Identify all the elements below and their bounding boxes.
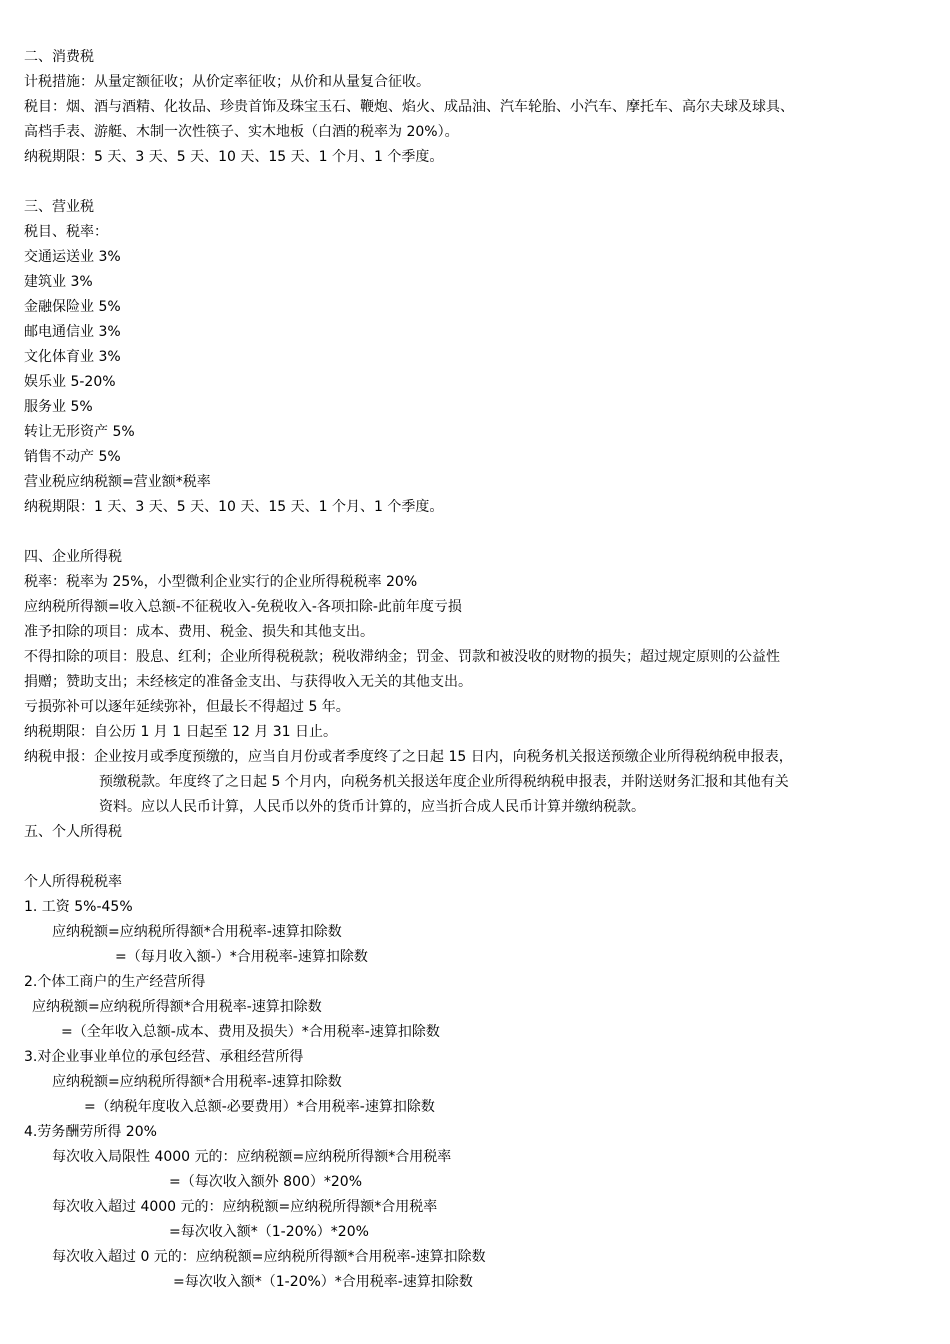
formula-line: 每次收入超过 4000 元的：应纳税额=应纳税所得额*合用税率 xyxy=(52,1199,438,1215)
text-line: 纳税期限：1 天、3 天、5 天、10 天、15 天、1 个月、1 个季度。 xyxy=(24,499,444,515)
text-line: 建筑业 3% xyxy=(24,274,93,290)
formula-line: =（每次收入额外 800）*20% xyxy=(169,1174,363,1190)
formula-line: =（全年收入总额-成本、费用及损失）*合用税率-速算扣除数 xyxy=(61,1024,440,1040)
formula-line: =每次收入额*（1-20%）*合用税率-速算扣除数 xyxy=(173,1274,473,1290)
text-line: 资料。应以人民币计算，人民币以外的货币计算的，应当折合成人民币计算并缴纳税款。 xyxy=(99,799,645,815)
text-line: 转让无形资产 5% xyxy=(24,424,135,440)
text-line: 销售不动产 5% xyxy=(24,449,121,465)
list-item: 2.个体工商户的生产经营所得 xyxy=(24,974,206,990)
text-line: 纳税期限：自公历 1 月 1 日起至 12 月 31 日止。 xyxy=(24,724,338,740)
text-line: 邮电通信业 3% xyxy=(24,324,121,340)
formula-line: =（纳税年度收入总额-必要费用）*合用税率-速算扣除数 xyxy=(84,1099,435,1115)
formula-line: =（每月收入额-）*合用税率-速算扣除数 xyxy=(115,949,368,965)
section-heading-consumption-tax: 二、消费税 xyxy=(24,49,94,65)
text-line: 文化体育业 3% xyxy=(24,349,121,365)
text-line: 娱乐业 5-20% xyxy=(24,374,116,390)
text-line: 纳税期限：5 天、3 天、5 天、10 天、15 天、1 个月、1 个季度。 xyxy=(24,149,444,165)
section-heading-personal-income-tax: 五、个人所得税 xyxy=(24,824,122,840)
formula-line: 应纳税额=应纳税所得额*合用税率-速算扣除数 xyxy=(52,924,342,940)
section-heading-corporate-income-tax: 四、企业所得税 xyxy=(24,549,122,565)
formula-line: 应纳税额=应纳税所得额*合用税率-速算扣除数 xyxy=(32,999,322,1015)
list-item: 3.对企业事业单位的承包经营、承租经营所得 xyxy=(24,1049,304,1065)
text-line: 税目、税率： xyxy=(24,224,108,240)
list-item: 4.劳务酬劳所得 20% xyxy=(24,1124,157,1140)
text-line: 纳税申报：企业按月或季度预缴的，应当自月份或者季度终了之日起 15 日内，向税务机关报送预缴企业所得税纳税申报表， xyxy=(24,749,793,765)
text-line: 捐赠；赞助支出；未经核定的准备金支出、与获得收入无关的其他支出。 xyxy=(24,674,472,690)
text-line: 应纳税所得额=收入总额-不征税收入-免税收入-各项扣除-此前年度亏损 xyxy=(24,599,462,615)
text-line: 预缴税款。年度终了之日起 5 个月内，向税务机关报送年度企业所得税纳税申报表，并附送财务汇报和其他有关 xyxy=(99,774,789,790)
text-line: 金融保险业 5% xyxy=(24,299,121,315)
formula-line: 每次收入局限性 4000 元的：应纳税额=应纳税所得额*合用税率 xyxy=(52,1149,452,1165)
formula-line: 每次收入超过 0 元的：应纳税额=应纳税所得额*合用税率-速算扣除数 xyxy=(52,1249,486,1265)
text-line: 服务业 5% xyxy=(24,399,93,415)
text-line: 营业税应纳税额=营业额*税率 xyxy=(24,474,211,490)
formula-line: 应纳税额=应纳税所得额*合用税率-速算扣除数 xyxy=(52,1074,342,1090)
text-line: 个人所得税税率 xyxy=(24,874,122,890)
text-line: 税率：税率为 25%，小型微利企业实行的企业所得税税率 20% xyxy=(24,574,418,590)
text-line: 高档手表、游艇、木制一次性筷子、实木地板（白酒的税率为 20%）。 xyxy=(24,124,459,140)
text-line: 不得扣除的项目：股息、红利；企业所得税税款；税收滞纳金；罚金、罚款和被没收的财物的损失；超过规定原则的公益性 xyxy=(24,649,780,665)
text-line: 交通运送业 3% xyxy=(24,249,121,265)
formula-line: =每次收入额*（1-20%）*20% xyxy=(169,1224,369,1240)
text-line: 亏损弥补可以逐年延续弥补，但最长不得超过 5 年。 xyxy=(24,699,350,715)
list-item: 1. 工资 5%-45% xyxy=(24,899,133,915)
text-line: 计税措施：从量定额征收；从价定率征收；从价和从量复合征收。 xyxy=(24,74,430,90)
section-heading-business-tax: 三、营业税 xyxy=(24,199,94,215)
text-line: 准予扣除的项目：成本、费用、税金、损失和其他支出。 xyxy=(24,624,374,640)
text-line: 税目：烟、酒与酒精、化妆品、珍贵首饰及珠宝玉石、鞭炮、焰火、成品油、汽车轮胎、小汽车、摩托车、高尔夫球及球具、 xyxy=(24,99,794,115)
